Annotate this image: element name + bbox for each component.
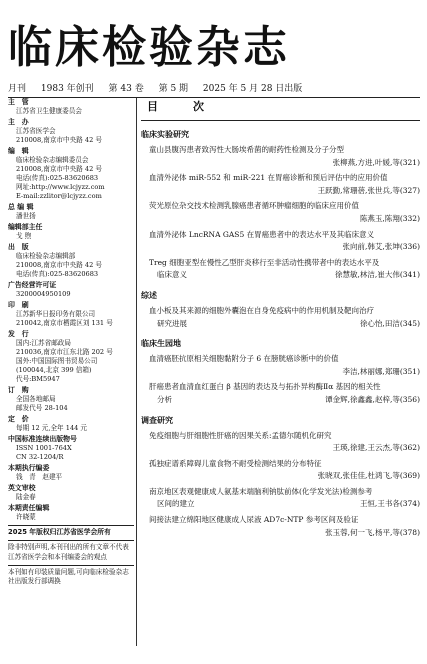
- entry-byline: [333, 157, 420, 170]
- entry-byline: [360, 498, 420, 511]
- toc-entry[interactable]: [141, 514, 420, 539]
- entry-page: (321): [399, 157, 420, 167]
- entry-authors: 张玉蓉,何一飞,杨平,等: [325, 527, 400, 537]
- distribution-block: [8, 330, 134, 385]
- section-title: 调查研究: [141, 415, 173, 425]
- section-title: 综述: [141, 290, 157, 300]
- entry-title-cont: 研究进展: [157, 318, 187, 328]
- entry-title: 间接法建立绵阳地区健康成人尿液 AD7c-NTP 参考区间及验证: [149, 515, 359, 525]
- editor-email: E-mail:zzlitor@lcjyzz.com: [16, 192, 102, 201]
- toc-entry[interactable]: [141, 381, 420, 406]
- toc-entry[interactable]: [141, 458, 420, 483]
- entry-title: 血清癌胚抗原相关细胞黏附分子 6 在膀胱癌诊断中的价值: [149, 354, 339, 364]
- subscription-code: 邮发代号 28-104: [16, 404, 68, 413]
- section-title: 临床实验研究: [141, 130, 189, 139]
- notice-divider: [8, 565, 134, 566]
- entry-byline: [360, 318, 420, 331]
- entry-byline: [318, 470, 420, 483]
- entry-byline: [318, 185, 420, 198]
- editor-block: [8, 147, 134, 202]
- competent-block: [8, 98, 134, 116]
- cn-number: CN 32-1204/R: [16, 453, 64, 462]
- entry-byline: [333, 442, 420, 455]
- entry-authors: 王瑛,徐建,王云杰,等: [332, 443, 400, 453]
- disclaimer-notice: 除非特别声明,本刊刊出的所有文章不代表江苏省医学会和本刊编委会的观点: [8, 543, 129, 561]
- column-divider: [136, 98, 137, 646]
- entry-meta: [149, 366, 420, 379]
- toc-entry[interactable]: [141, 257, 420, 282]
- director-name: 戈 煦: [16, 232, 32, 241]
- editor-website: 网址:http://www.lcjyzz.com: [16, 183, 105, 192]
- entry-page: (332): [399, 213, 420, 223]
- competent-label: 主 管: [8, 98, 29, 106]
- distribution-domestic: 国内:江苏省邮政局: [16, 339, 71, 348]
- price-block: [8, 415, 134, 433]
- license-number: 3200004950109: [16, 290, 71, 299]
- entry-title: 血小板及其来源的细胞外囊泡在自身免疫病中的作用机制及靶向治疗: [149, 305, 374, 315]
- editor-name: 临床检验杂志编辑委员会: [16, 156, 89, 165]
- editor-label: 编 辑: [8, 146, 29, 155]
- entry-title: 血清外泌体 miR-552 和 miR-221 在胃癌诊断和预后评估中的应用价值: [149, 173, 388, 183]
- license-block: [8, 281, 134, 299]
- issue-frequency: 月刊: [8, 84, 27, 94]
- sponsor-label: 主 办: [8, 117, 29, 126]
- english-block: [8, 484, 134, 502]
- entry-authors: 张向前,韩艾,张坤: [342, 242, 400, 252]
- masthead-divider: [8, 525, 134, 526]
- entry-page: (341): [399, 270, 420, 280]
- entry-authors: 王跃勤,常珊蓓,张世兵,等: [317, 185, 400, 195]
- entry-title: 肝癌患者血清血红蛋白 β 基因的表达及与拓扑异构酶Ⅱα 基因的相关性: [149, 382, 381, 392]
- printer-name: 江苏新华日报印务有限公司: [16, 310, 96, 319]
- entry-meta: [149, 157, 420, 170]
- entry-meta: [149, 241, 420, 254]
- chief-block: [8, 203, 134, 221]
- sponsor-address: 210008,南京市中央路 42 号: [16, 136, 103, 145]
- entry-title: 血清外泌体 LncRNA GAS5 在胃癌患者中的表达水平及其临床意义: [149, 229, 375, 239]
- english-name: 陆金春: [16, 493, 36, 502]
- toc-title: 目 次: [147, 100, 216, 113]
- entry-page: (356): [399, 394, 420, 404]
- journal-title: 临床检验杂志: [8, 22, 290, 73]
- entry-title-cont: 区间的建立: [157, 499, 195, 509]
- entry-title: Treg 细胞亚型在慢性乙型肝炎移行至非活动性携带者中的表达水平及: [149, 257, 380, 267]
- entry-title-cont: 临床意义: [157, 270, 187, 280]
- entry-page: (336): [399, 242, 420, 252]
- entry-meta: [149, 498, 420, 511]
- distribution-code: 代号:BM5947: [16, 375, 60, 384]
- entry-page: (374): [399, 499, 420, 509]
- entry-byline: [343, 366, 420, 379]
- entry-title: 南京地区表观健康成人氨基末端脑利钠肽前体(化学发光法)检测参考: [149, 486, 373, 496]
- distribution-label: 发 行: [8, 329, 29, 338]
- distribution-foreign: 国外:中国国际图书贸易公司: [16, 357, 98, 366]
- subscription-block: [8, 386, 134, 413]
- issue-number: 第 5 期: [158, 84, 189, 94]
- copyright-divider: [8, 540, 134, 541]
- entry-meta: [149, 318, 420, 331]
- publisher-address: 210008,南京市中央路 42 号: [16, 261, 103, 270]
- entry-page: (351): [399, 366, 420, 376]
- toc-entry[interactable]: [141, 200, 420, 225]
- entry-meta: [149, 213, 420, 226]
- price-value: 每期 12 元,全年 144 元: [16, 424, 88, 433]
- entry-authors: 张晓双,张佳佳,杜鸿飞,等: [317, 471, 400, 481]
- chief-name: 潘世扬: [16, 212, 36, 221]
- publisher-name: 临床检验杂志编辑部: [16, 252, 76, 261]
- chief-label: 总 编 辑: [8, 203, 34, 212]
- entry-authors: 张柳燕,方进,叶媛,等: [332, 157, 400, 167]
- editor-address: 210008,南京市中央路 42 号: [16, 165, 103, 174]
- printer-address: 210042,南京市栖霞区刘 131 号: [16, 319, 113, 328]
- publisher-block: [8, 243, 134, 279]
- entry-page: (362): [399, 443, 420, 453]
- entry-byline: [325, 527, 420, 540]
- toc-entry[interactable]: [141, 353, 420, 378]
- entry-page: (378): [399, 527, 420, 537]
- masthead-info: [8, 98, 134, 587]
- competent-value: 江苏省卫生健康委员会: [16, 107, 82, 116]
- printer-label: 印 刷: [8, 300, 29, 309]
- publisher-label: 出 版: [8, 242, 29, 251]
- entry-byline: [335, 269, 420, 282]
- printer-block: [8, 301, 134, 328]
- entry-authors: 徐心怡,田洁: [359, 318, 400, 328]
- issue-founded: 1983 年创刊: [40, 84, 94, 94]
- section-title: 临床生园地: [141, 339, 181, 349]
- toc-entry[interactable]: [141, 144, 420, 169]
- toc-entry[interactable]: [141, 305, 420, 330]
- sponsor-name: 江苏省医学会: [16, 127, 56, 136]
- license-label: 广告经营许可证: [8, 281, 57, 289]
- entry-meta: [149, 394, 420, 407]
- publisher-phone: 电话(传真):025-83620683: [16, 270, 99, 279]
- entry-meta: [149, 185, 420, 198]
- entry-meta: [149, 527, 420, 540]
- entry-meta: [149, 269, 420, 282]
- entry-title: 免疫细胞与肝细胞性肝癌的因果关系:孟德尔随机化研究: [149, 430, 332, 440]
- entry-authors: 徐慧敏,林洁,崔大伟: [335, 270, 400, 280]
- price-label: 定 价: [8, 415, 29, 424]
- distribution-domestic-address: 210036,南京市江东北路 202 号: [16, 348, 113, 357]
- toc-entry[interactable]: [141, 486, 420, 511]
- toc-entry[interactable]: [141, 172, 420, 197]
- managing-name: 许晓蒙: [16, 512, 36, 521]
- entry-meta: [149, 470, 420, 483]
- entry-title-cont: 分析: [157, 394, 172, 404]
- issue-volume: 第 43 卷: [108, 84, 144, 94]
- toc-title-rule: [141, 120, 420, 121]
- distribution-foreign-address: (100044,北京 399 信箱): [16, 366, 92, 375]
- entry-authors: 谭金辉,徐鑫鑫,赵梓,等: [325, 394, 400, 404]
- executive-block: [8, 464, 134, 482]
- toc-entry[interactable]: [141, 229, 420, 254]
- director-label: 编辑部主任: [8, 223, 43, 232]
- executive-label: 本期执行编委: [8, 464, 50, 472]
- issn-number: ISSN 1001-764X: [16, 444, 72, 453]
- entry-authors: 王恒,王书各: [359, 499, 400, 509]
- copyright-notice: 2025 年版权归江苏省医学会所有: [8, 528, 111, 537]
- director-block: [8, 223, 134, 241]
- entry-authors: 李洁,林丽娜,郑珊: [342, 366, 400, 376]
- issn-block: [8, 435, 134, 462]
- entry-byline: [360, 213, 420, 226]
- entry-title: 孤独症谱系障碍儿童食物不耐受检测结果的分布特征: [149, 458, 322, 468]
- sponsor-block: [8, 118, 134, 145]
- english-label: 英文审校: [8, 483, 36, 492]
- subscription-label: 订 购: [8, 386, 29, 395]
- entry-authors: 陈燕玉,陈翔: [359, 213, 400, 223]
- entry-title: 荧光原位杂交技术检测乳腺癌患者循环肿瘤细胞的临床应用价值: [149, 201, 359, 211]
- entry-meta: [149, 442, 420, 455]
- issn-label: 中国标准连续出版物号: [8, 435, 77, 444]
- subscription-where: 全国各地邮局: [16, 395, 56, 404]
- editor-phone: 电话(传真):025-83620683: [16, 174, 99, 183]
- managing-label: 本期责任编辑: [8, 503, 50, 512]
- entry-byline: [343, 241, 420, 254]
- entry-page: (327): [399, 185, 420, 195]
- table-of-contents: [141, 98, 420, 542]
- issue-line: [8, 81, 420, 98]
- entry-page: (369): [399, 471, 420, 481]
- entry-title: 童山县腹泻患者致泻性大肠埃希菌的耐药性检测及分子分型: [149, 145, 344, 154]
- executive-names: 钱 青 赵建平: [16, 473, 63, 482]
- entry-byline: [325, 394, 420, 407]
- entry-page: (345): [399, 318, 420, 328]
- managing-block: [8, 504, 134, 522]
- issue-date: 2025 年 5 月 28 日出版: [202, 84, 303, 94]
- toc-entry[interactable]: [141, 430, 420, 455]
- quality-notice: 本刊如有印装质量问题,可向临床检验杂志社出版发行部调换: [8, 567, 129, 586]
